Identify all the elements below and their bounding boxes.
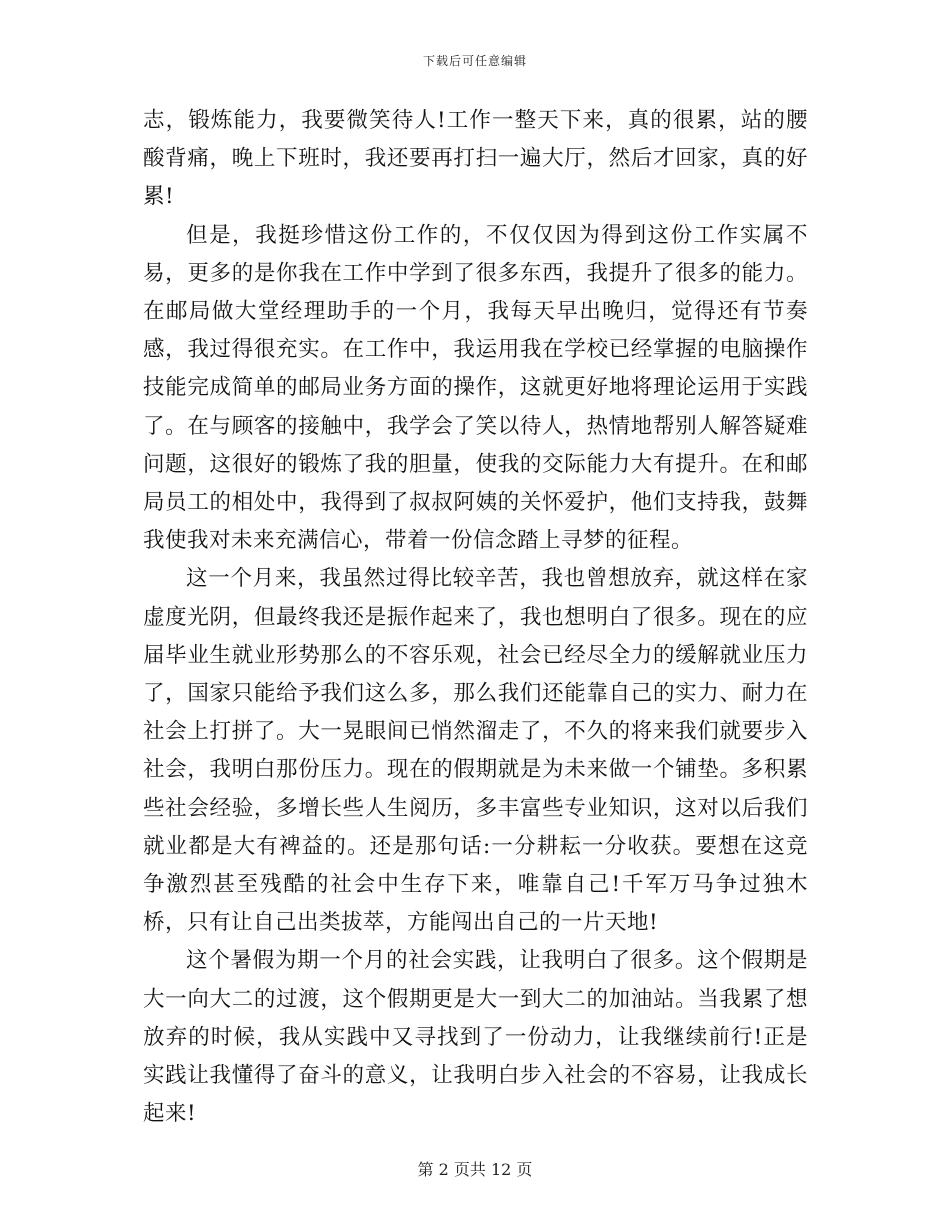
paragraph-1: 志，锻炼能力，我要微笑待人!工作一整天下来，真的很累，站的腰酸背痛，晚上下班时，我还要再打扫一遍大厅，然后才回家，真的好累! [143,108,808,210]
paragraph-2: 但是，我挺珍惜这份工作的，不仅仅因为得到这份工作实属不易，更多的是你我在工作中学到了很多东西，我提升了很多的能力。在邮局做大堂经理助手的一个月，我每天早出晚归，觉得还有节奏感，我过得很充实。在工作中，我运用我在学校已经掌握的电脑操作技能完成简单的邮局业务方面的操作，这就更好地将理论运用于实践了。在与顾客的接触中，我学会了笑以待人，热情地帮别人解答疑难问题，这很好的锻炼了我的胆量，使我的交际能力大有提升。在和邮局员工的相处中，我得到了叔叔阿姨的关怀爱护，他们支持我，鼓舞我使我对未来充满信心，带着一份信念踏上寻梦的征程。 [143,222,808,554]
paragraph-4: 这个暑假为期一个月的社会实践，让我明白了很多。这个假期是大一向大二的过渡，这个假期更是大一到大二的加油站。当我累了想放弃的时候，我从实践中又寻找到了一份动力，让我继续前行!正是实践让我懂得了奋斗的意义，让我明白步入社会的不容易，让我成长起来! [143,948,808,1127]
paragraph-3: 这一个月来，我虽然过得比较辛苦，我也曾想放弃，就这样在家虚度光阴，但最终我还是振作起来了，我也想明白了很多。现在的应届毕业生就业形势那么的不容乐观，社会已经尽全力的缓解就业压力了，国家只能给予我们这么多，那么我们还能靠自己的实力、耐力在社会上打拼了。大一晃眼间已悄然溜走了，不久的将来我们就要步入社会，我明白那份压力。现在的假期就是为未来做一个铺垫。多积累些社会经验，多增长些人生阅历，多丰富些专业知识，这对以后我们就业都是大有裨益的。还是那句话:一分耕耘一分收获。要想在这竞争激烈甚至残酷的社会中生存下来，唯靠自己!千军万马争过独木桥，只有让自己出类拔萃，方能闯出自己的一片天地! [143,566,808,936]
page-footer: 第 2 页共 12 页 [417,1160,533,1179]
page-header: 下载后可任意编辑 [422,54,527,68]
document-body [143,102,808,1133]
